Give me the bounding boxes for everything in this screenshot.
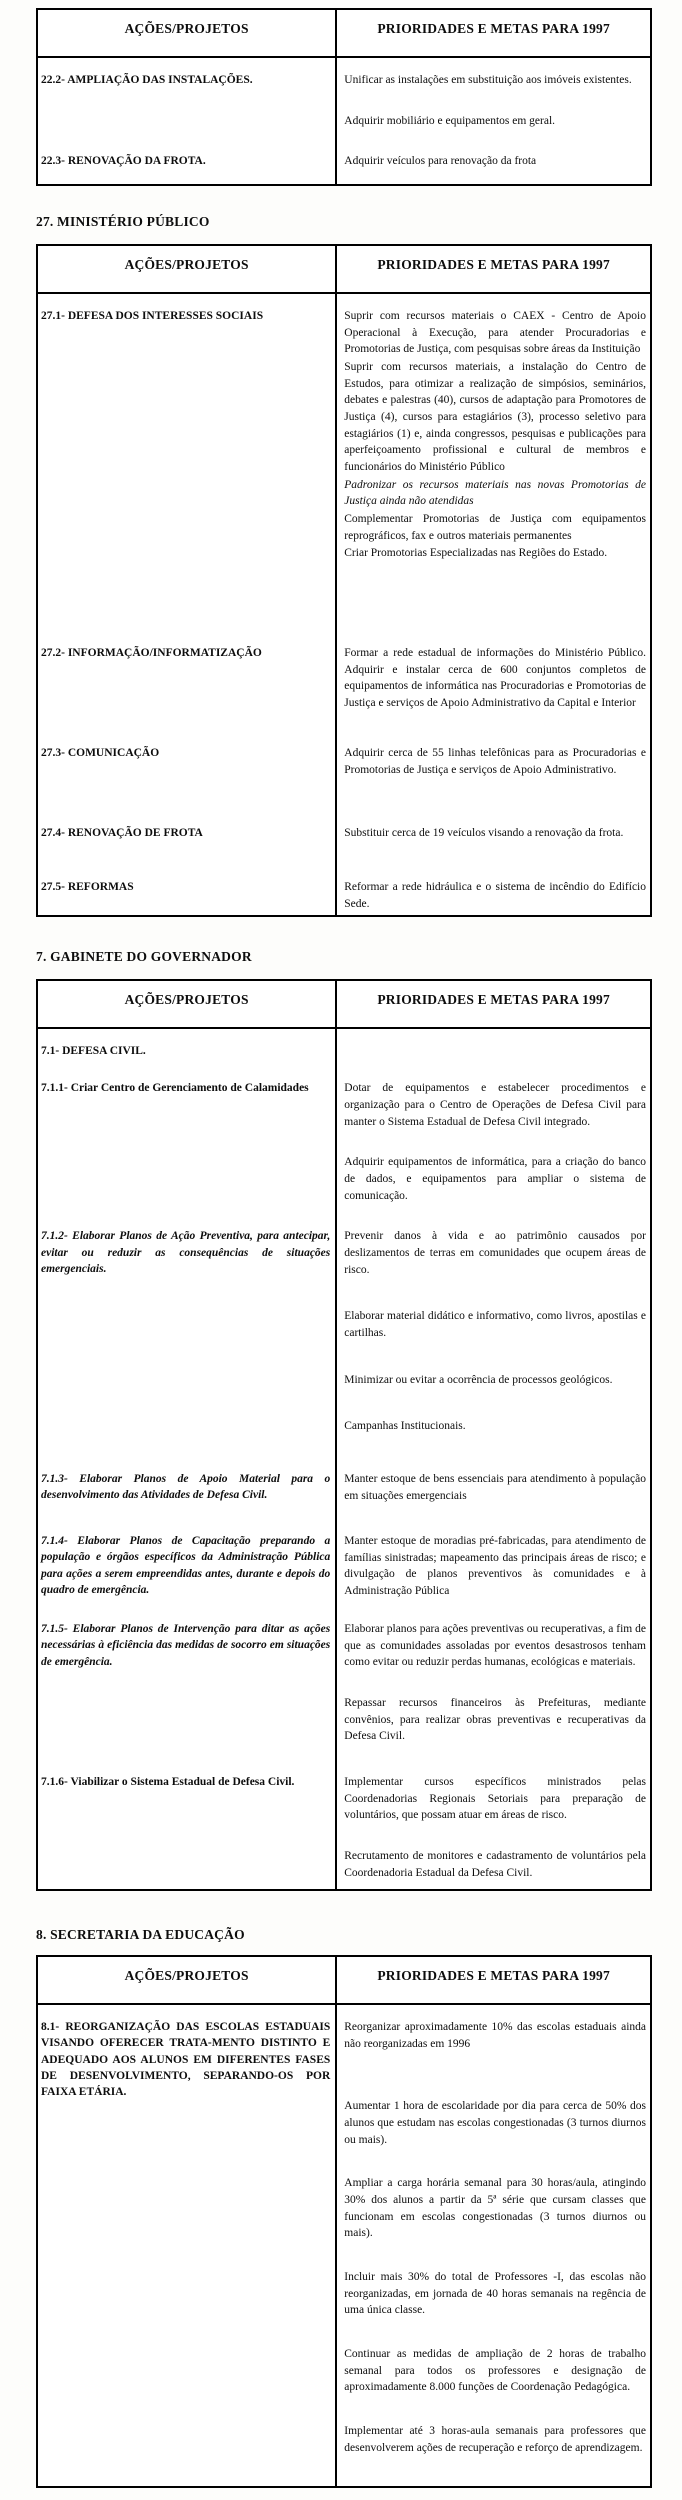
priorities-cell [337, 1618, 650, 1771]
priorities-cell [337, 1225, 650, 1468]
table-row [38, 2005, 650, 2486]
priorities-column-header: PRIORIDADES E METAS PARA 1997 [377, 1968, 610, 1984]
priority-text: Adquirir equipamentos de informática, para a criação do banco de dados, e equipamentos para ampliar o sistema de comunicação. [344, 1156, 646, 1202]
action-cell [38, 1771, 337, 1889]
actions-column-header: AÇÕES/PROJETOS [38, 246, 337, 292]
action-cell [38, 642, 337, 742]
action-cell [38, 876, 337, 915]
action-text: 7.1- DEFESA CIVIL. [41, 1045, 146, 1058]
action-text: 27.4- RENOVAÇÃO DE FROTA [41, 827, 203, 839]
priority-text: Reformar a rede hidráulica e o sistema de incêndio do Edifício Sede. [344, 881, 646, 910]
action-cell [38, 150, 337, 184]
section-gabinete-governador [36, 949, 652, 1891]
action-cell [38, 1029, 337, 1077]
actions-table-7 [36, 979, 652, 1891]
table-row [38, 642, 650, 742]
action-cell [38, 294, 337, 642]
action-cell [38, 742, 337, 822]
table-header-row [38, 981, 650, 1029]
section-ministerio-publico [36, 214, 652, 917]
actions-table-22 [36, 8, 652, 186]
priority-text: Elaborar planos para ações preventivas ou recuperativas, a fim de que as comunidades assoladas por eventos desastrosos tenham como evitar ou reduzir perdas humanas, ecológicas e materiais. [344, 1623, 646, 1669]
table-row [38, 1029, 650, 1077]
actions-column-header: AÇÕES/PROJETOS [38, 981, 337, 1027]
table-row [38, 876, 650, 915]
action-text: 8.1- REORGANIZAÇÃO DAS ESCOLAS ESTADUAIS VISANDO OFERECER TRATA-MENTO DISTINTO E ADEQUADO AOS ALUNOS EM DIFERENTES FASES DE DESENVOLVIMENTO, SEPARANDO-OS POR FAIXA ETÁRIA. [41, 2021, 331, 2099]
actions-table-8 [36, 1955, 652, 2488]
table-row [38, 294, 650, 642]
action-text: 27.5- REFORMAS [41, 881, 134, 893]
priorities-cell [337, 1771, 650, 1889]
priority-text: Incluir mais 30% do total de Professores -I, das escolas não reorganizadas, em jornada de 40 horas semanais na regência de uma única classe. [344, 2271, 646, 2317]
priority-text: Recrutamento de monitores e cadastramento de voluntários pela Coordenadoria Estadual da Defesa Civil. [344, 1850, 646, 1879]
priorities-cell [337, 1530, 650, 1618]
action-text: 7.1.3- Elaborar Planos de Apoio Material para o desenvolvimento das Atividades de Defesa Civil. [41, 1473, 331, 1502]
priority-text: Suprir com recursos materiais, a instalação do Centro de Estudos, para otimizar a realização de simpósios, seminários, debates e palestras (40), cursos de adaptação para Promotores de Justiça (4), cursos para estagiários (3), processo seletivo para estagiários (1) e, ainda congressos, pesquisas e publicações para aperfeiçoamento profissional e cultural de membros e funcionários do Ministério Público [344, 361, 646, 474]
priorities-cell [337, 742, 650, 822]
action-cell [38, 2005, 337, 2486]
action-cell [38, 1225, 337, 1468]
action-text: 27.2- INFORMAÇÃO/INFORMATIZAÇÃO [41, 647, 262, 659]
table-row [38, 1225, 650, 1468]
priorities-cell [337, 876, 650, 915]
priority-text: Minimizar ou evitar a ocorrência de processos geológicos. [344, 1373, 613, 1386]
priority-text: Aumentar 1 hora de escolaridade por dia para cerca de 50% dos alunos que estudam nas escolas congestionadas (3 turnos diurnos ou mais). [344, 2100, 646, 2146]
priority-text: Criar Promotorias Especializadas nas Regiões do Estado. [344, 547, 608, 560]
action-cell [38, 1530, 337, 1618]
priorities-column-header: PRIORIDADES E METAS PARA 1997 [377, 992, 610, 1008]
action-cell [38, 58, 337, 150]
table-row [38, 742, 650, 822]
action-text: 22.3- RENOVAÇÃO DA FROTA. [41, 155, 206, 167]
action-text: 7.1.1- Criar Centro de Gerenciamento de Calamidades [41, 1082, 309, 1095]
table-body [38, 58, 650, 184]
table-row [38, 1771, 650, 1889]
table-row [38, 1077, 650, 1225]
action-cell [38, 822, 337, 876]
priorities-cell [337, 822, 650, 876]
action-cell [38, 1077, 337, 1225]
priority-text: Substituir cerca de 19 veículos visando a renovação da frota. [344, 827, 624, 839]
section-title-gabinete-governador: 7. GABINETE DO GOVERNADOR [36, 949, 252, 965]
priority-text: Prevenir danos à vida e ao patrimônio causados por deslizamentos de terras em comunidades que ocupem áreas de risco. [344, 1230, 646, 1276]
action-text: 7.1.4- Elaborar Planos de Capacitação preparando a população e órgãos específicos da Administração Pública para ações a serem empreendidas antes, durante e depois do quadro de emergência. [41, 1535, 331, 1597]
priorities-cell [337, 294, 650, 642]
action-cell [38, 1618, 337, 1771]
actions-column-header: AÇÕES/PROJETOS [38, 10, 337, 56]
section-title-secretaria-educacao: 8. SECRETARIA DA EDUCAÇÃO [36, 1927, 245, 1943]
action-text: 27.3- COMUNICAÇÃO [41, 747, 160, 759]
action-text: 27.1- DEFESA DOS INTERESSES SOCIAIS [41, 310, 264, 322]
priority-text: Dotar de equipamentos e estabelecer procedimentos e organização para o Centro de Operações de Defesa Civil para manter o Sistema Estadual de Defesa Civil integrado. [344, 1082, 646, 1128]
priority-text: Padronizar os recursos materiais nas novas Promotorias de Justiça ainda não atendidas [344, 478, 646, 508]
table-header-row [38, 246, 650, 294]
priority-text: Repassar recursos financeiros às Prefeituras, mediante convênios, para realizar obras preventivas e recuperativas da Defesa Civil. [344, 1697, 646, 1743]
priority-text: Implementar cursos específicos ministrados pelas Coordenadorias Regionais Setoriais para preparação de voluntários, que possam atuar em áreas de risco. [344, 1776, 646, 1822]
priority-text: Adquirir mobiliário e equipamentos em geral. [344, 114, 556, 127]
action-text: 22.2- AMPLIAÇÃO DAS INSTALAÇÕES. [41, 74, 253, 86]
priorities-column-header: PRIORIDADES E METAS PARA 1997 [377, 257, 610, 272]
actions-table-27 [36, 244, 652, 917]
table-row [38, 58, 650, 150]
table-row [38, 1618, 650, 1771]
section-22 [36, 8, 652, 186]
priorities-cell [337, 58, 650, 150]
priorities-column-header: PRIORIDADES E METAS PARA 1997 [377, 21, 610, 36]
priorities-cell [337, 150, 650, 184]
priorities-cell [337, 642, 650, 742]
actions-column-header: AÇÕES/PROJETOS [38, 1957, 337, 2003]
priority-text: Complementar Promotorias de Justiça com equipamentos reprográficos, fax e outros materiais permanentes [344, 513, 646, 542]
table-header-row [38, 1957, 650, 2005]
section-secretaria-educacao [36, 1927, 652, 2488]
priority-text: Elaborar material didático e informativo, como livros, apostilas e cartilhas. [344, 1310, 646, 1340]
priorities-cell [337, 2005, 650, 2486]
table-body [38, 1029, 650, 1889]
action-text: 7.1.6- Viabilizar o Sistema Estadual de Defesa Civil. [41, 1776, 295, 1789]
table-row [38, 1530, 650, 1618]
priority-text: Suprir com recursos materiais o CAEX - Centro de Apoio Operacional à Execução, para atender Procuradorias e Promotorias de Justiça, com pesquisas sobre áreas da Instituição [344, 310, 646, 356]
action-cell [38, 1468, 337, 1530]
table-row [38, 822, 650, 876]
action-text: 7.1.2- Elaborar Planos de Ação Preventiva, para antecipar, evitar ou reduzir as consequências de situações emergenciais. [41, 1230, 331, 1275]
table-row [38, 150, 650, 184]
priority-text: Unificar as instalações em substituição aos imóveis existentes. [344, 74, 632, 86]
table-header-row [38, 10, 650, 58]
priorities-cell [337, 1077, 650, 1225]
action-text: 7.1.5- Elaborar Planos de Intervenção para ditar as ações necessárias à eficiência das medidas de socorro em situações de emergência. [41, 1623, 331, 1668]
priority-text: Campanhas Institucionais. [344, 1420, 466, 1433]
table-row [38, 1468, 650, 1530]
priorities-cell [337, 1029, 650, 1077]
priority-text: Adquirir veículos para renovação da frota [344, 155, 537, 167]
priority-text: Manter estoque de bens essenciais para atendimento à população em situações emergenciais [344, 1473, 646, 1502]
priority-text: Ampliar a carga horária semanal para 30 horas/aula, atingindo 30% dos alunos a partir da 5ª série que cursam classes que funcionam em escolas congestionadas (3 turnos diurnos ou mais). [344, 2177, 646, 2240]
priorities-cell [337, 1468, 650, 1530]
table-body [38, 294, 650, 915]
priority-text: Adquirir cerca de 55 linhas telefônicas para as Procuradorias e Promotorias de Justiça e serviços de Apoio Administrativo. [344, 747, 646, 776]
table-body [38, 2005, 650, 2486]
priority-text: Continuar as medidas de ampliação de 2 horas de trabalho semanal para todos os professores e designação de aproximadamente 8.000 funções de Coordenação Pedagógica. [344, 2348, 646, 2394]
priority-text: Implementar até 3 horas-aula semanais para professores que desenvolverem ações de recuperação e reforço de aprendizagem. [344, 2425, 646, 2454]
priority-text: Formar a rede estadual de informações do Ministério Público. Adquirir e instalar cerca de 600 conjuntos completos de equipamentos de informática nas Procuradorias e Promotorias de Justiça e serviços de Apoio Administrativo da Capital e Interior [344, 647, 646, 710]
priority-text: Manter estoque de moradias pré-fabricadas, para atendimento de famílias sinistradas; mapeamento das principais áreas de risco; e divulgação de planos preventivos às comunidades e à Administração Pública [344, 1535, 646, 1598]
priority-text: Reorganizar aproximadamente 10% das escolas estaduais ainda não reorganizadas em 1996 [344, 2021, 646, 2050]
section-title-ministerio-publico: 27. MINISTÉRIO PÚBLICO [36, 214, 210, 229]
